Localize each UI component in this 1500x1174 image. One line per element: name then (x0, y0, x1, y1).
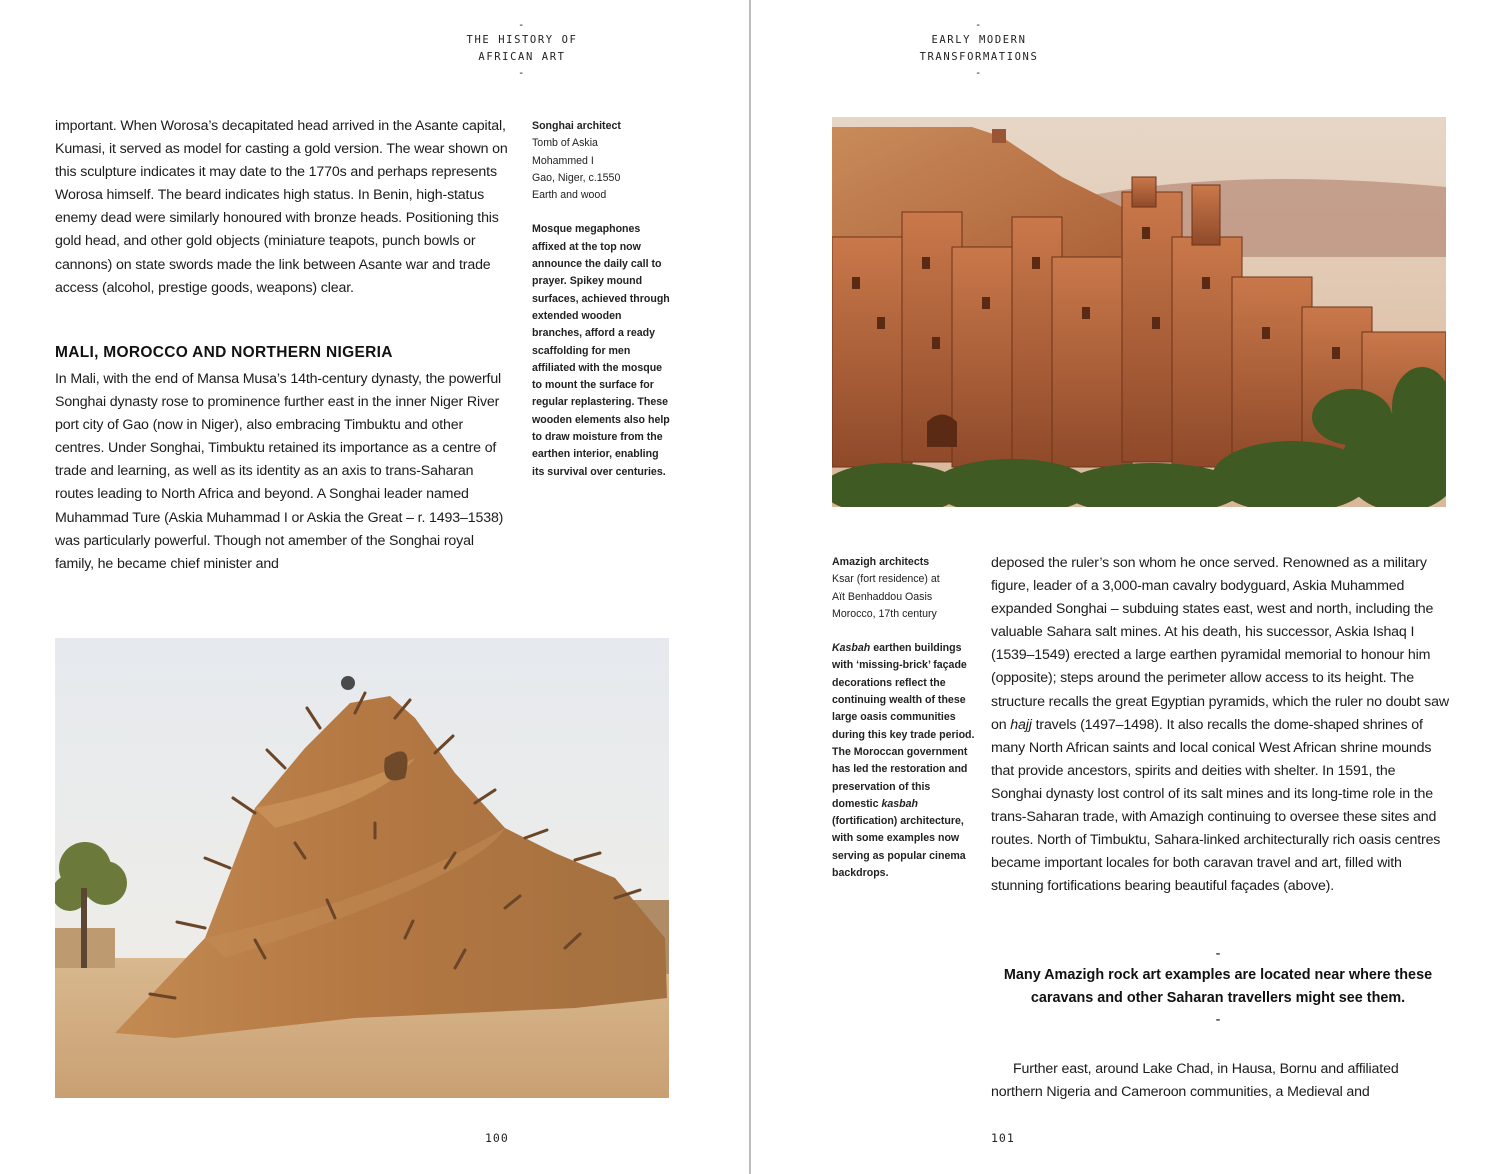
page-number-left: 100 (485, 1131, 509, 1145)
tomb-of-askia-photo (55, 638, 669, 1098)
caption-title: Songhai architect (532, 120, 621, 132)
body-text-section: In Mali, with the end of Mansa Musa’s 14th-century dynasty, the powerful Songhai dynasty rose to prominence further east in the inner Niger River port city of Gao (now in Niger), also embracing Timbuktu and other centres. Under Songhai, Timbuktu retained its importance as a centre of trade and learning, as well as its identity as an axis to trans-Saharan routes leading to North Africa and beyond. A Songhai leader named Muhammad Ture (Askia Muhammad I or Askia the Great – r. 1493–1538) was particularly powerful. Though not amember of the Songhai royal family, he became chief minister and (55, 371, 504, 572)
section-heading: MALI, MOROCCO AND NORTHERN NIGERIA (55, 344, 393, 361)
caption-tomb: Songhai architect Tomb of Askia Mohammed I Gao, Niger, c.1550 Earth and wood Mosque megaphones affixed at the top now announce the daily call to prayer. Spikey mound surfaces, achieved through extended wooden branches, afford a ready scaffolding for men affiliated with the mosque to mount the surface for regular replastering. These wooden elements also help to draw moisture from the earthen interior, enabling its survival over centuries. (532, 118, 672, 481)
running-head-line: AFRICAN ART (478, 51, 566, 63)
caption-description: Kasbah earthen buildings with ‘missing-brick’ façade decorations reflect the continuing wealth of these large oasis communities during this key trade period. The Moroccan government has led the restoration and preservation of this domestic kasbah (fortification) architecture, with some examples now serving as popular cinema backdrops. (832, 642, 975, 880)
tomb-illustration (55, 638, 669, 1098)
caption-ksar: Amazigh architects Ksar (fort residence) at Aït Benhaddou Oasis Morocco, 17th century Kasbah earthen buildings with ‘missing-brick’ façade decorations reflect the continuing wealth of these large oasis communities during this key trade period. The Moroccan government has led the restoration and preservation of this domestic kasbah (fortification) architecture, with some examples now serving as popular cinema backdrops. (832, 554, 977, 882)
caption-description: Mosque megaphones affixed at the top now announce the daily call to prayer. Spikey mound surfaces, achieved through extended wooden branches, afford a ready scaffolding for men affiliated with the mosque to mount the surface for regular replastering. These wooden elements also help to draw moisture from the earthen interior, enabling its survival over centuries. (532, 223, 670, 478)
running-head-line: EARLY MODERN (931, 34, 1027, 46)
ksar-ait-benhaddou-photo (832, 117, 1446, 507)
kasbah-illustration (832, 117, 1446, 507)
running-head-right: - EARLY MODERN TRANSFORMATIONS - (829, 18, 1129, 80)
running-head-left: - THE HISTORY OF AFRICAN ART - (372, 18, 672, 80)
page-number-right: 101 (991, 1131, 1015, 1145)
left-page (0, 0, 749, 1174)
caption-title: Amazigh architects (832, 556, 930, 568)
body-text-bottom: Further east, around Lake Chad, in Hausa, Bornu and affiliated northern Nigeria and Cameroon communities, a Medieval and (991, 1061, 1399, 1101)
body-text-right: deposed the ruler’s son whom he once served. Renowned as a military figure, leader of a 3,000-man cavalry bodyguard, Askia Muhammed expanded Songhai – subduing states east, west and north, including the valuable Sahara salt mines. At his death, his successor, Askia Ishaq I (1539–1549) erected a large earthen pyramidal memorial to honour him (opposite); steps around the perimeter allow access to its height. The structure recalls the great Egyptian pyramids, which the ruler no doubt saw on hajj travels (1497–1498). It also recalls the dome-shaped shrines of many North African saints and local conical West African shrine mounds that provide ancestors, spirits and deities with shelter. In 1591, the Songhai dynasty lost control of its salt mines and its long-time role in the trans-Saharan trade, with Amazigh continuing to oversee these sites and routes. North of Timbuktu, Sahara-linked architecturally rich oasis centres became important locales for both caravan travel and art, filled with stunning fortifications bearing beautiful façades (above). (991, 555, 1449, 895)
right-page (751, 0, 1500, 1174)
pull-quote: - Many Amazigh rock art examples are located near where these caravans and other Saharan travellers might see them. - (1003, 946, 1433, 1028)
running-head-line: THE HISTORY OF (466, 34, 578, 46)
running-head-line: TRANSFORMATIONS (919, 51, 1039, 63)
body-text-top: important. When Worosa’s decapitated head arrived in the Asante capital, Kumasi, it served as model for casting a gold version. The wear shown on this sculpture indicates it may date to the 1770s and perhaps represents Worosa himself. The beard indicates high status. In Benin, high-status enemy dead were similarly honoured with bronze heads. Positioning this gold head, and other gold objects (miniature teapots, punch bowls or cannons) on state swords made the link between Asante war and trade access (alcohol, prestige goods, weapons) clear. (55, 118, 508, 296)
